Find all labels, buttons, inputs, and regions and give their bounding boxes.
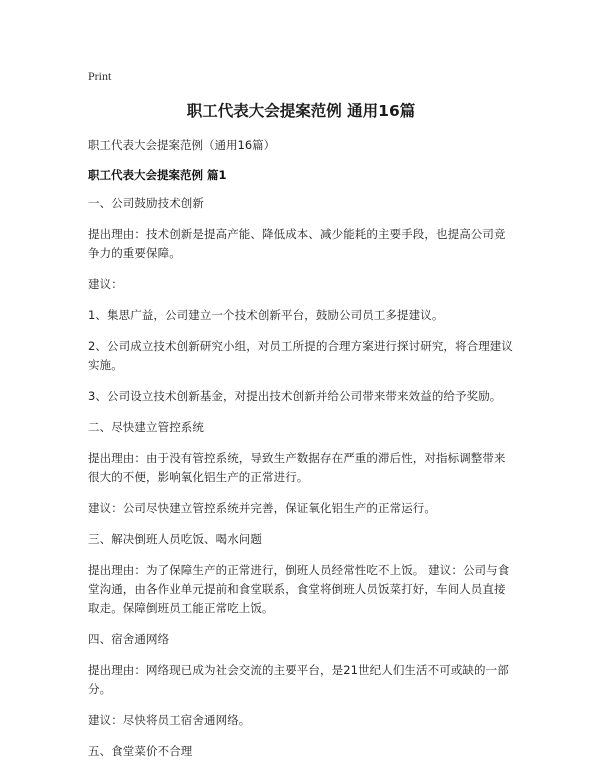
- paragraph-suggestion-3: 3、公司设立技术创新基金，对提出技术创新并给公司带来带来效益的给予奖励。: [88, 389, 502, 403]
- paragraph-network-reason: 提出理由：网络现已成为社会交流的主要平台，是21世纪人们生活不可或缺的一部分。: [88, 663, 509, 696]
- heading-control-system: 二、尽快建立管控系统: [88, 420, 204, 434]
- paragraph-meals-reason: 提出理由：为了保障生产的正常进行，倒班人员经常性吃不上饭。 建议：公司与食堂沟通，由各作业单元提前和食堂联系，食堂将倒班人员饭菜打好，车间人员直接取走。保障倒班员工能正常吃上饭。: [88, 563, 510, 615]
- heading-innovation: 一、公司鼓励技术创新: [88, 196, 204, 210]
- heading-dorm-network: 四、宿舍通网络: [88, 632, 170, 646]
- document-subtitle: 职工代表大会提案范例（通用16篇）: [88, 138, 276, 152]
- paragraph-network-suggestion: 建议：尽快将员工宿舍通网络。: [88, 713, 251, 727]
- heading-meals: 三、解决倒班人员吃饭、喝水问题: [88, 532, 262, 546]
- paragraph-control-reason: 提出理由：由于没有管控系统，导致生产数据存在严重的滞后性，对指标调整带来很大的不便，影响氧化铝生产的正常进行。: [88, 451, 506, 484]
- paragraph-suggestion-label: 建议：: [88, 277, 123, 291]
- print-label: Print: [88, 69, 112, 83]
- paragraph-suggestion-1: 1、集思广益，公司建立一个技术创新平台，鼓励公司员工多提建议。: [88, 308, 444, 322]
- paragraph-control-suggestion: 建议：公司尽快建立管控系统并完善，保证氧化铝生产的正常运行。: [88, 501, 436, 515]
- document-title: 职工代表大会提案范例 通用16篇: [186, 102, 416, 120]
- heading-canteen-prices: 五、食堂菜价不合理: [88, 744, 193, 758]
- section-heading: 职工代表大会提案范例 篇1: [88, 168, 227, 182]
- paragraph-suggestion-2: 2、公司成立技术创新研究小组，对员工所提的合理方案进行探讨研究，将合理建议实施。: [88, 339, 514, 372]
- paragraph-innovation-reason: 提出理由：技术创新是提高产能、降低成本、减少能耗的主要手段，也提高公司竞争力的重要保障。: [88, 227, 506, 260]
